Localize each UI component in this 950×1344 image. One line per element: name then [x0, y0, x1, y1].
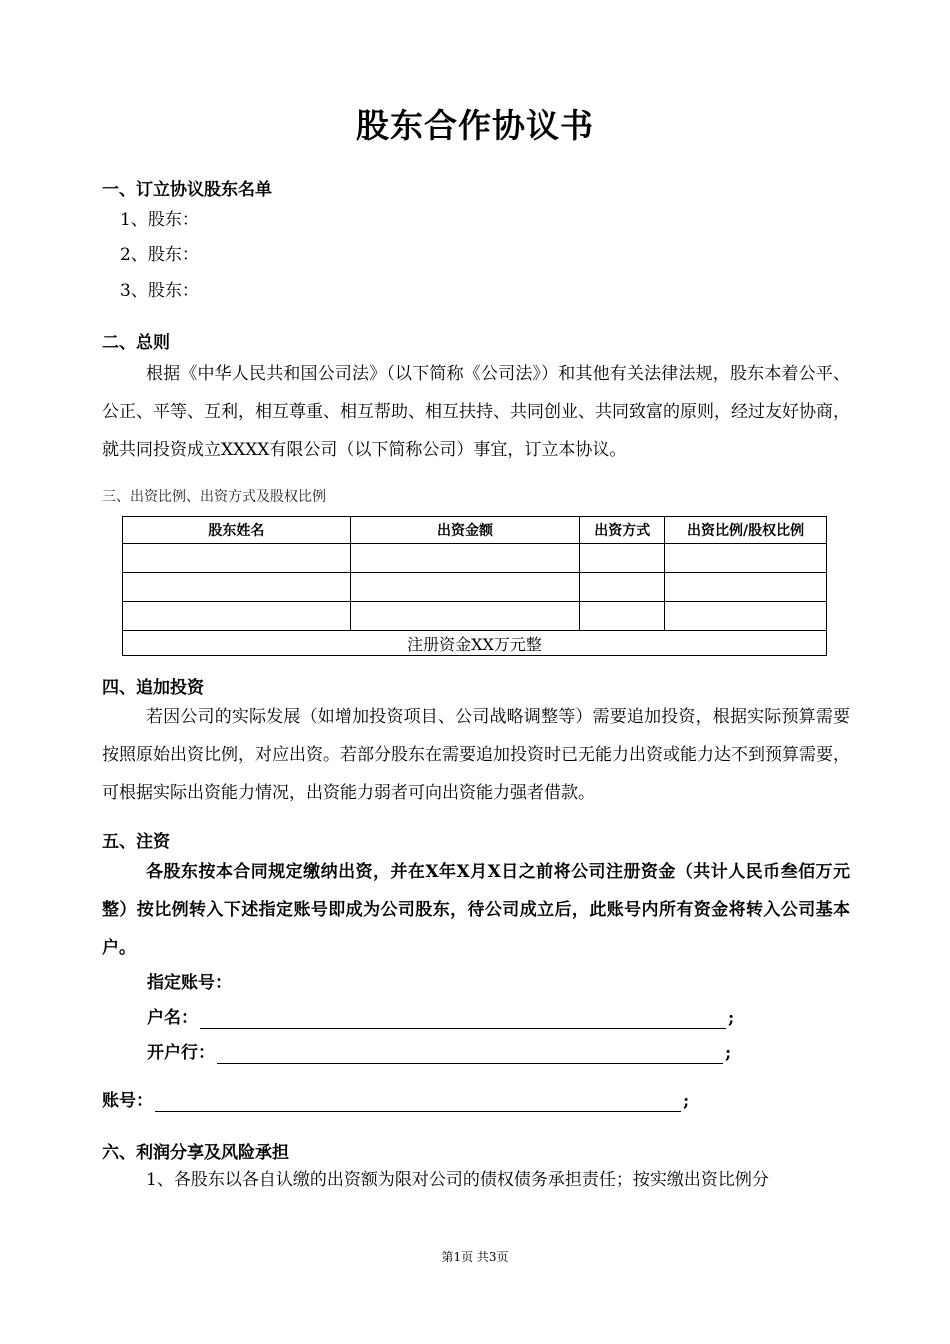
- account-name-line: [147, 1007, 734, 1029]
- column-header-name: 股东姓名: [123, 517, 351, 544]
- table-cell: [350, 602, 580, 631]
- bank-blank[interactable]: [217, 1045, 723, 1064]
- table-cell: [123, 573, 351, 602]
- bank-label: 开户行：: [147, 1043, 215, 1063]
- shareholder-item-3: 3、股东：: [120, 281, 199, 301]
- bank-end: ;: [725, 1043, 732, 1063]
- account-name-blank[interactable]: [200, 1010, 726, 1029]
- table-cell: [350, 544, 580, 573]
- table-row: [123, 602, 827, 631]
- registered-capital-total: 注册资金XX万元整: [123, 631, 827, 656]
- capital-table: [122, 516, 827, 656]
- table-total-row: [123, 631, 827, 656]
- column-header-amount: 出资金额: [350, 517, 580, 544]
- general-paragraph: 根据《中华人民共和国公司法》（以下简称《公司法》）和其他有关法律法规，股东本着公平、公正、平等、互利，相互尊重、相互帮助、相互扶持、共同创业、共同致富的原则，经过友好协商，就共同投资成立XXXX有限公司（以下简称公司）事宜，订立本协议。: [102, 364, 850, 460]
- account-number-label: 账号：: [102, 1091, 153, 1111]
- section-heading-general: 二、总则: [102, 333, 170, 353]
- table-cell: [665, 573, 827, 602]
- account-name-end: ;: [728, 1008, 735, 1028]
- document-title: 股东合作协议书: [356, 106, 594, 145]
- profit-risk-paragraph: 1、各股东以各自认缴的出资额为限对公司的债权债务承担责任；按实缴出资比例分: [146, 1170, 769, 1190]
- account-number-end: ;: [683, 1091, 690, 1111]
- designated-account-label: 指定账号：: [147, 973, 232, 993]
- page-footer: 第1页 共3页: [441, 1250, 509, 1264]
- table-cell: [665, 602, 827, 631]
- capital-injection-paragraph: 各股东按本合同规定缴纳出资，并在X年X月X日之前将公司注册资金（共计人民币叁佰万元整）按比例转入下述指定账号即成为公司股东，待公司成立后，此账号内所有资金将转入公司基本户。: [102, 862, 850, 958]
- table-cell: [580, 602, 665, 631]
- shareholder-item-1: 1、股东：: [120, 210, 199, 230]
- table-header-row: [123, 517, 827, 544]
- bank-line: [147, 1042, 731, 1064]
- shareholder-item-2: 2、股东：: [120, 245, 199, 265]
- table-cell: [580, 544, 665, 573]
- account-number-blank[interactable]: [155, 1093, 681, 1112]
- table-cell: [350, 573, 580, 602]
- section-heading-additional-investment: 四、追加投资: [102, 678, 204, 698]
- section-heading-profit-risk: 六、利润分享及风险承担: [102, 1143, 289, 1163]
- section-heading-capital: 三、出资比例、出资方式及股权比例: [102, 489, 326, 505]
- account-name-label: 户名：: [147, 1008, 198, 1028]
- table-cell: [123, 602, 351, 631]
- table-row: [123, 573, 827, 602]
- additional-investment-paragraph: 若因公司的实际发展（如增加投资项目、公司战略调整等）需要追加投资，根据实际预算需要按照原始出资比例，对应出资。若部分股东在需要追加投资时已无能力出资或能力达不到预算需要，可根据实际出资能力情况，出资能力弱者可向出资能力强者借款。: [102, 707, 850, 803]
- section-heading-capital-injection: 五、注资: [102, 832, 170, 852]
- column-header-ratio: 出资比例/股权比例: [665, 517, 827, 544]
- account-number-line: [102, 1090, 689, 1112]
- table-cell: [123, 544, 351, 573]
- table-cell: [580, 573, 665, 602]
- table-row: [123, 544, 827, 573]
- table-cell: [665, 544, 827, 573]
- column-header-method: 出资方式: [580, 517, 665, 544]
- section-heading-shareholders: 一、订立协议股东名单: [102, 180, 272, 200]
